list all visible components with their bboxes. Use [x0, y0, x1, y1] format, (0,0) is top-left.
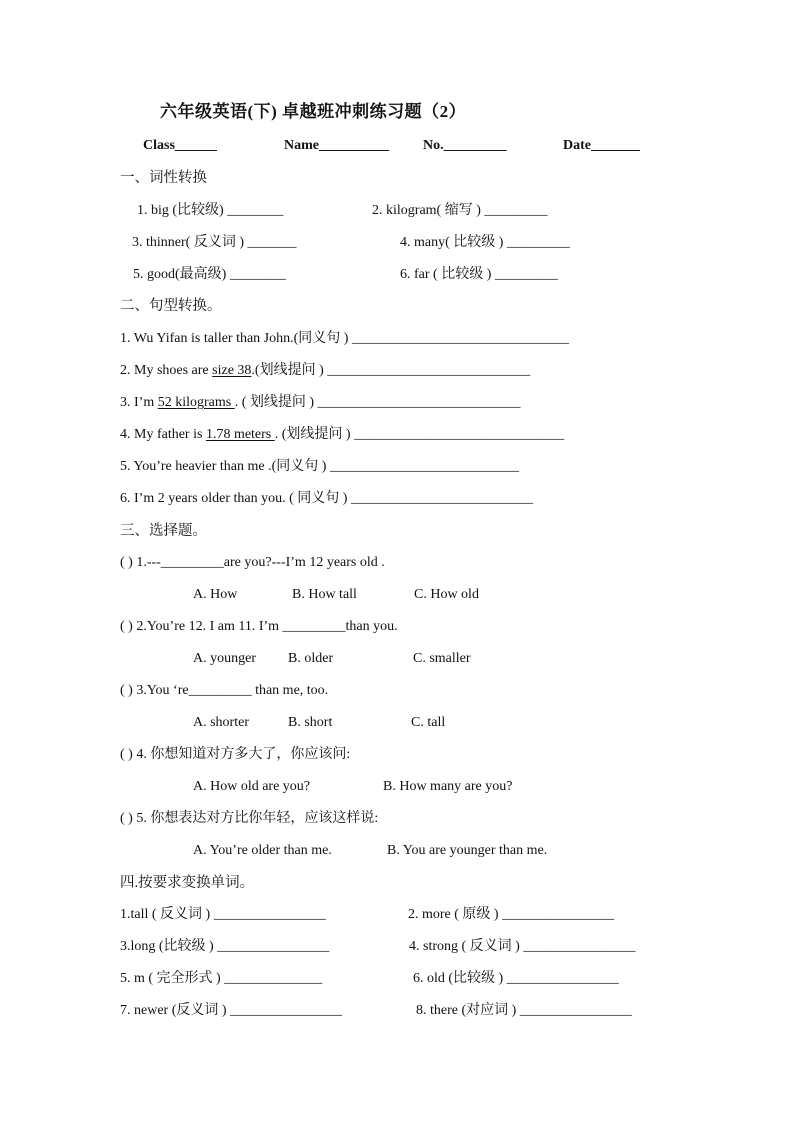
page-title: 六年级英语(下) 卓越班冲刺练习题（2）	[160, 102, 467, 121]
section1-item: 1. big (比较级) ________	[137, 203, 284, 218]
section1-item: 6. far ( 比较级 ) _________	[400, 267, 558, 282]
class-field: Class______	[143, 138, 217, 153]
section2-heading: 二、句型转换。	[120, 298, 222, 314]
question-option: A. You’re older than me.	[193, 843, 332, 858]
section4-item: 2. more ( 原级 ) ________________	[408, 907, 615, 922]
number-field: No._________	[423, 138, 507, 153]
question-option: B. How tall	[292, 587, 357, 602]
section1-item: 5. good(最高级) ________	[133, 267, 286, 282]
section4-item: 1.tall ( 反义词 ) ________________	[120, 907, 326, 922]
section4-item: 4. strong ( 反义词 ) ________________	[409, 939, 636, 954]
section2-item: 3. I’m 52 kilograms . ( 划线提问 ) _____________________________	[120, 395, 521, 410]
question-option: B. short	[288, 715, 333, 730]
question-option: C. smaller	[413, 651, 471, 666]
question-option: A. How old are you?	[193, 779, 311, 794]
question-stem: ( ) 1.---_________are you?---I’m 12 years old .	[120, 555, 385, 570]
name-field: Name__________	[284, 138, 389, 153]
section4-heading: 四.按要求变换单词。	[120, 875, 255, 891]
section2-item: 6. I’m 2 years older than you. ( 同义句 ) __________________________	[120, 491, 533, 506]
section2-item: 5. You’re heavier than me .(同义句 ) ___________________________	[120, 459, 519, 474]
question-option: A. How	[193, 587, 238, 602]
question-option: A. younger	[193, 651, 256, 666]
section4-item: 8. there (对应词 ) ________________	[416, 1003, 632, 1018]
section1-item: 2. kilogram( 缩写 ) _________	[372, 203, 548, 218]
question-stem: ( ) 3.You ‘re_________ than me, too.	[120, 683, 329, 698]
question-stem: ( ) 4. 你想知道对方多大了，你应该问:	[120, 747, 351, 762]
question-option: B. older	[288, 651, 334, 666]
section1-heading: 一、词性转换	[120, 170, 207, 186]
question-stem: ( ) 5. 你想表达对方比你年轻，应该这样说:	[120, 811, 379, 826]
section4-item: 5. m ( 完全形式 ) ______________	[120, 971, 323, 986]
question-option: A. shorter	[193, 715, 249, 730]
section2-item: 2. My shoes are size 38.(划线提问 ) _____________________________	[120, 363, 531, 378]
question-option: C. tall	[411, 715, 446, 730]
question-option: B. You are younger than me.	[387, 843, 548, 858]
date-field: Date_______	[563, 138, 640, 153]
section3-heading: 三、选择题。	[120, 523, 207, 539]
section2-item: 4. My father is 1.78 meters . (划线提问 ) ______________________________	[120, 427, 565, 442]
question-stem: ( ) 2.You’re 12. I am 11. I’m _________than you.	[120, 619, 398, 634]
section4-item: 3.long (比较级 ) ________________	[120, 939, 330, 954]
question-option: B. How many are you?	[383, 779, 513, 794]
section1-item: 3. thinner( 反义词 ) _______	[132, 235, 297, 250]
section4-item: 7. newer (反义词 ) ________________	[120, 1003, 343, 1018]
section1-item: 4. many( 比较级 ) _________	[400, 235, 570, 250]
section4-item: 6. old (比较级 ) ________________	[413, 971, 619, 986]
question-option: C. How old	[414, 587, 479, 602]
section2-item: 1. Wu Yifan is taller than John.(同义句 ) _______________________________	[120, 331, 569, 346]
